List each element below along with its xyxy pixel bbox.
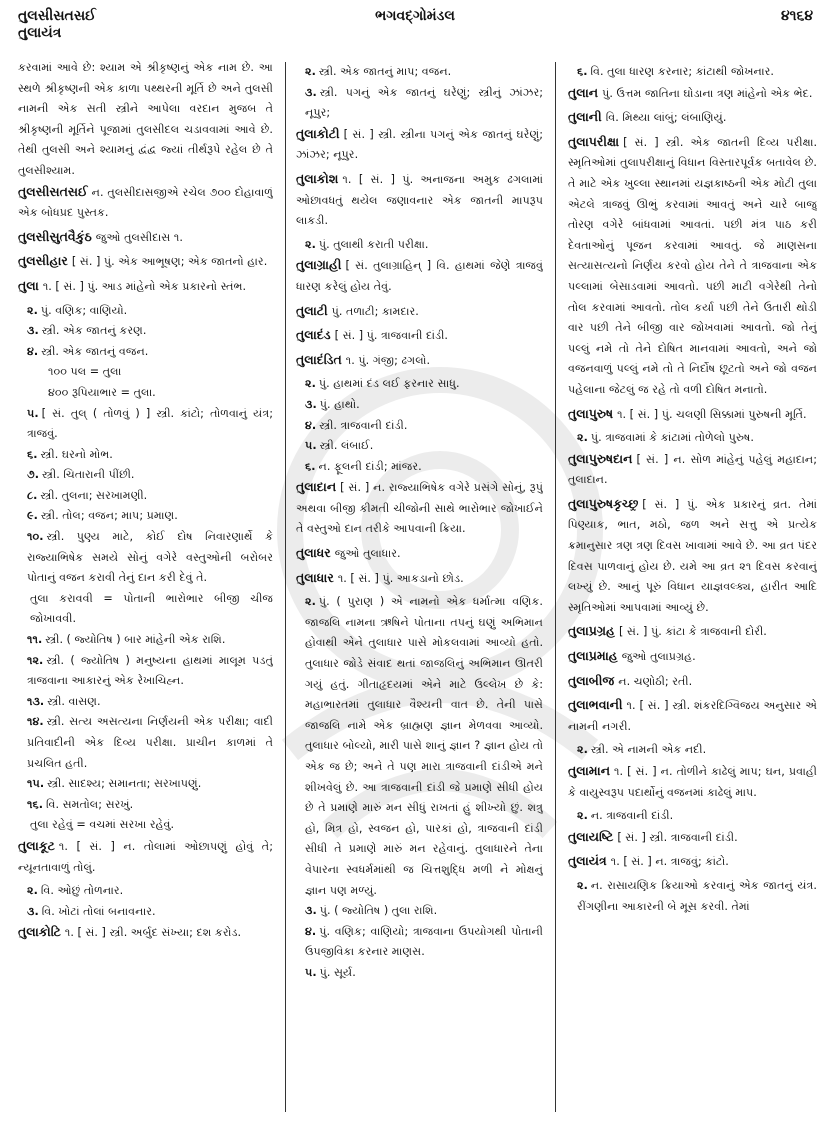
sense bbox=[18, 321, 273, 342]
definition: ૧. [ સં. ] પું. આડ માંહેનો એક પ્રકારનો સ્તંભ. bbox=[42, 279, 247, 293]
idiom: તુલા રહેવું = વચમાં સરખા રહેવું. bbox=[30, 818, 175, 832]
entry bbox=[568, 621, 817, 643]
sense-number: ૪. bbox=[305, 418, 317, 432]
definition: [ સં. તુલાગ્રાહિન્ ] વિ. હાથમાં જેણે ત્રાજવું ધારણ કરેલું હોય તેવું. bbox=[296, 259, 543, 293]
sense-text: સ્ત્રી. એ નામની એક નદી. bbox=[590, 743, 707, 757]
sense-number: ૭. bbox=[27, 468, 40, 482]
definition: ૧. [ સં. ] ન. તોળીને કાઢેલું માપ; ઘન, પ્રવાહી કે વાયુસ્વરૂપ પદાર્થોનું વજનમાં કાઢેલું માપ. bbox=[568, 765, 817, 799]
sense bbox=[18, 506, 273, 527]
sense-text: ન. રાસાયણિક ક્રિયાઓ કરવાનું એક જાતનું યંત્ર. રીંગણીના આકારની બે મૂસ કરવી. તેમાં bbox=[577, 878, 817, 913]
entry bbox=[568, 83, 817, 105]
sense-number: ૬. bbox=[577, 65, 588, 78]
headword: તુલાપુરુષ bbox=[568, 405, 614, 421]
entry bbox=[568, 851, 817, 873]
definition: જુઓ તુલાધાર. bbox=[334, 547, 401, 561]
sense bbox=[568, 428, 817, 449]
sense-text: સ્ત્રી. પુણ્ય માટે, કોઈ દોષ નિવારણાર્થે કે રાજ્યાભિષેક સમયે સોનું વગેરે વસ્તુઓની બરોબર પોતાનું વજન કરાવી તેનું દાન કરી દેવું તે. bbox=[27, 530, 273, 585]
sense-text: પું. હાથમાં દંડ લઈ ફરનાર સાધુ. bbox=[318, 377, 460, 391]
headword: તુલાકોટિ bbox=[18, 924, 61, 940]
sense-text: સ્ત્રી. ઘરનો મોભ. bbox=[40, 447, 113, 461]
entry bbox=[568, 827, 817, 849]
definition: ૧. [ સં. ] પું. ચલણી સિક્કામાં પુરુષની મૂર્તિ. bbox=[617, 407, 807, 421]
sense-text: પું. વણિક; વાણિયો. bbox=[40, 303, 128, 317]
sense-text: વિ. ખોટાં તોલાં બનાવનાર. bbox=[41, 904, 156, 918]
entry bbox=[296, 568, 543, 590]
entry bbox=[568, 404, 817, 426]
entry bbox=[296, 325, 543, 347]
sense-number: ૩. bbox=[27, 904, 39, 918]
sense-text: સ્ત્રી. ( જ્યોતિષ ) મનુષ્યના હાથમાં માલૂમ પડતું ત્રાજવાના આકારનું એક રેખાચિહ્ન. bbox=[27, 653, 273, 688]
sense-number: ૫. bbox=[305, 965, 317, 979]
sense-number: ૨. bbox=[305, 65, 316, 78]
sense-number: ૨. bbox=[305, 237, 316, 251]
sense bbox=[18, 527, 273, 589]
sense-text: સ્ત્રી. તોલ; વજન; માપ; પ્રમાણ. bbox=[40, 509, 178, 523]
guide-word-first: તુલસીસતસઈ bbox=[18, 8, 96, 24]
sense bbox=[296, 922, 543, 963]
entry bbox=[568, 107, 817, 129]
entry bbox=[296, 124, 543, 166]
entry bbox=[568, 646, 817, 668]
headword: તુલસીહાર bbox=[18, 253, 68, 269]
sense-text: પું. સૂર્ય. bbox=[319, 965, 356, 979]
sense bbox=[296, 592, 543, 901]
headword: તુલાકૂટ bbox=[18, 837, 55, 853]
definition: પું. તળાટી; કામદાર. bbox=[331, 304, 419, 318]
entry bbox=[18, 922, 273, 944]
sense bbox=[18, 881, 273, 902]
entry bbox=[18, 182, 273, 224]
sense-number: ૨. bbox=[577, 431, 588, 445]
headword: તુલાયંત્ર bbox=[568, 853, 607, 869]
sense bbox=[18, 651, 273, 692]
sense bbox=[18, 774, 273, 795]
definition: ૧. [ સં. ] સ્ત્રી. શંકરદિગ્વિજય અનુસાર એ નામની નગરી. bbox=[568, 699, 817, 733]
sense-text: સ્ત્રી. વાસણ. bbox=[47, 694, 101, 708]
entry bbox=[568, 671, 817, 693]
headword: તુલસીસતસઈ bbox=[18, 183, 88, 199]
sense bbox=[18, 902, 273, 923]
sense-number: ૨. bbox=[305, 377, 316, 391]
entry bbox=[18, 276, 273, 298]
headword: તુલાપ્રગ્રહ bbox=[568, 623, 615, 639]
sense bbox=[296, 83, 543, 124]
sense-number: ૧૪. bbox=[27, 715, 44, 729]
definition: [ સં. ] પું. એક આભૂષણ; એક જાતનો હાર. bbox=[71, 255, 268, 269]
sense-number: ૮. bbox=[27, 488, 38, 502]
sense-text: સ્ત્રી. ( જ્યોતિષ ) બાર માંહેની એક રાશિ. bbox=[45, 633, 226, 647]
headword: તુલાટી bbox=[296, 302, 328, 318]
sense-number: ૨. bbox=[577, 743, 588, 757]
sense-text: સ્ત્રી. એક જાતનું કરણ. bbox=[41, 324, 147, 338]
sense bbox=[296, 395, 543, 416]
definition: ૧. [ સં. ] ન. ત્રાજવું; કાંટો. bbox=[610, 855, 729, 869]
sense bbox=[18, 486, 273, 507]
sense bbox=[568, 740, 817, 761]
entry bbox=[296, 350, 543, 372]
sense-number: ૧૦. bbox=[27, 530, 44, 544]
sense-number: ૨. bbox=[305, 595, 316, 609]
sense bbox=[568, 806, 817, 827]
book-title: ભગવદ્ગોમંડલ bbox=[375, 8, 455, 24]
entry bbox=[296, 169, 543, 232]
column-1 bbox=[18, 58, 273, 1108]
entry bbox=[18, 836, 273, 878]
sense bbox=[18, 301, 273, 322]
definition: ન. ચણોઠી; રતી. bbox=[618, 674, 693, 688]
definition: ૧. [ સં. ] પું. અનાજના અમુક ઢગલામાં ઓછાવધતું થયેલ જણાવનાર એક જાતની માપરૂપ લાકડી. bbox=[296, 172, 543, 228]
sense-text: સ્ત્રી. એક જાતનું વજન. bbox=[41, 344, 149, 358]
headword: તુલસીસુતવૈકુંઠ bbox=[18, 228, 92, 244]
sense-text: સ્ત્રી. સાદશ્ય; સમાનતા; સરખાપણું. bbox=[47, 777, 202, 791]
sense-text: પું. ( જ્યોતિષ ) તુલા રાશિ. bbox=[319, 904, 438, 918]
sense-text: સ્ત્રી. સત્ય અસત્યના નિર્ણયની એક પરીક્ષા; વાદી પ્રતિવાદીની એક દિવ્ય પરીક્ષા. પ્રાચીન કાળમાં તે પ્રચલિત હતી. bbox=[27, 715, 273, 770]
sense-text: પું. વણિક; વાણિયો; ત્રાજવાના ઉપયોગથી પોતાની ઉપજીવિકા કરનાર માણસ. bbox=[305, 924, 543, 959]
column-3 bbox=[555, 62, 817, 1112]
sense-text: સ્ત્રી. લંબાઈ. bbox=[319, 439, 374, 453]
headword: તુલાપુરુષદાન bbox=[568, 450, 633, 466]
sense-number: ૨. bbox=[577, 878, 588, 892]
sense-text: ન. ત્રાજવાની દાંડી. bbox=[590, 809, 674, 823]
definition: વિ. મિથ્યા લાંબું; લંબાણિયું. bbox=[605, 111, 727, 125]
sense-number: ૧૨. bbox=[27, 653, 44, 667]
headword: તુલાભવાની bbox=[568, 697, 623, 713]
sense-text: વિ. ઓછું તોળનાર. bbox=[40, 884, 124, 898]
sense-number: ૬. bbox=[305, 459, 316, 473]
headword: તુલામાન bbox=[568, 763, 611, 778]
definition: જુઓ તુલસીદાસ ૧. bbox=[95, 230, 183, 244]
sense-number: ૧૬. bbox=[27, 797, 43, 811]
definition: [ સં. ] સ્ત્રી. સ્ત્રીના પગનું એક જાતનું ઘરેણું; ઝાંઝર; નૂપુર. bbox=[296, 127, 543, 162]
definition: [ સં. ] પું. એક પ્રકારનું વ્રત. તેમાં પિણ્યાક, ભાત, મઠો, જળ અને સત્તુ એ પ્રત્યેક ક્રમાનુસાર ત્રણ ત્રણ દિવસ ખાવામાં આવે છે. આ વ્રત પંદર દિવસ પાળવાનું હોય છે. યમે આ વ્રત ૨૧ દિવસ કરવાનું લખ્યું છે. આનું પૂરું વિધાન યાજ્ઞવલ્ક્ય, હારીત આદિ સ્મૃતિઓમાં આપવામાં આવ્યું છે. bbox=[568, 497, 817, 614]
sense bbox=[18, 465, 273, 486]
guide-words bbox=[18, 8, 96, 42]
sense bbox=[18, 342, 273, 363]
sense-number: ૩. bbox=[305, 85, 317, 99]
headword: તુલાન bbox=[568, 84, 599, 100]
definition: ૧. [ સં. ] ન. તોલામાં ઓછાપણું હોવું તે; ન્યૂનતાવાળું તોલું. bbox=[18, 839, 273, 874]
sense bbox=[296, 901, 543, 922]
sense-text: સ્ત્રી. એક જાતનું માપ; વજન. bbox=[318, 65, 452, 78]
definition: [ સં. ] સ્ત્રી. ત્રાજવાની દાંડી. bbox=[617, 830, 738, 844]
headword: તુલાની bbox=[568, 109, 602, 125]
sense-number: ૧૩. bbox=[27, 694, 45, 708]
sense-number: ૪. bbox=[27, 344, 39, 358]
definition: [ સં. ] સ્ત્રી. એક જાતની દિવ્ય પરીક્ષા. સ્મૃતિઓમાં તુલાપરીક્ષાનું વિધાન વિસ્તારપૂર્વક બતાવેલ છે. તે માટે એક ખુલ્લા સ્થાનમાં યજ્ઞકાષ્ઠની એક મોટી તુલા એટલે ત્રાજવું ઊભું કરવામાં આવતું અને ચારે બાજુ તોરણ વગેરે બાંધવામાં આવતાં. પછી મંત્ર પાઠ કરી દેવતાઓનું પૂજન કરવામાં આવતું. જે માણસના સત્યાસત્યનો નિર્ણય કરવો હોય તેને તે ત્રાજવાના એક પલ્લામાં બેસાડવામાં આવતો. પછી માટી વગેરેથી તેનો તોલ કરવામાં આવતો. તોલ કર્યા પછી તેને ઉતારી થોડી વાર પછી તેને બીજી વાર જોખવામાં આવતો. જો તેનું પલ્લું નમે તો તેને દોષિત માનવામાં આવતો, અને જો વજનવાળું પલ્લું નમે તો તે નિર્દોષ છૂટતો અને જો વજન પહેલાના જેટલું જ રહે તો વળી દોષિત મનાતો. bbox=[568, 135, 817, 396]
sense-number: ૧૫. bbox=[27, 777, 45, 791]
sense bbox=[296, 436, 543, 457]
dictionary-columns bbox=[0, 58, 825, 1118]
sense-text: પું. ( પુરાણ ) એ નામનો એક ધર્માત્મા વણિક. જાજલિ નામના ઋષિને પોતાના તપનું ઘણું અભિમાન હોવાથી એને તુલાધાર પાસે મોકલવામાં આવ્યો હતો. તુલાધાર જોડે સંવાદ થતાં જાજલિનું અભિમાન ઊતરી ગયું હતું. ગીતાહૃદયમાં એને માટે ઉલ્લેખ છે કે: મહાભારતમાં તુલાધાર વૈશ્યની વાત છે. તેની પાસે જાજલિ નામે એક બ્રાહ્મણ જ્ઞાન મેળવવા આવ્યો. તુલાધાર બોલ્યો, મારી પાસે શાનું જ્ઞાન ? જ્ઞાન હોય તો એક જ છે; અને તે પણ મારા ત્રાજવાની દાંડીએ મને શીખવેલું છે. આ ત્રાજવાની દાંડી જે પ્રમાણે સીધી હોય છે તે પ્રમાણે મારું મન સીધું રાખતાં હું શીખ્યો છું. શત્રુ હો, મિત્ર હો, સ્વજન હો, પારકાં હો, ત્રાજવાની દાંડી સીધી તે પ્રમાણે મારું મન રહેવાનું. તુલાધારને તેના વેપારના સ્વધર્મમાંથી જ ચિત્તશુદ્ધિ મળી ને મોક્ષનું જ્ઞાન પણ મળ્યું. bbox=[305, 595, 543, 897]
entry bbox=[18, 251, 273, 273]
running-head bbox=[0, 0, 825, 60]
idiom: તુલા કરાવવી = પોતાની ભારોભાર બીજી ચીજ જોખાવવી. bbox=[30, 591, 273, 626]
sense-text: સ્ત્રી. તુલના; સરખામણી. bbox=[40, 488, 148, 502]
entry bbox=[568, 132, 817, 401]
entry bbox=[296, 477, 543, 540]
sense-number: ૨. bbox=[577, 809, 588, 823]
headword: તુલાકોશ bbox=[296, 170, 339, 186]
headword: તુલા bbox=[18, 277, 39, 293]
entry bbox=[296, 255, 543, 297]
sense bbox=[296, 62, 543, 83]
sense bbox=[18, 692, 273, 713]
sense bbox=[568, 876, 817, 917]
sense-text: સ્ત્રી. ત્રાજવાની દાંડી. bbox=[319, 418, 408, 432]
equation: ૧૦૦ પલ = તુલા bbox=[48, 365, 122, 379]
definition: ૧. [ સં. ] સ્ત્રી. અર્બુદ સંખ્યા; દશ કરોડ. bbox=[64, 926, 242, 940]
headword: તુલાબીજ bbox=[568, 672, 615, 688]
sense-number: ૫. bbox=[305, 439, 317, 453]
definition: પું. ઉત્તમ જાતિના ઘોડાના ત્રણ માંહેનો એક ભેદ. bbox=[602, 86, 813, 100]
sense-text: વિ. સમતોલ; સરખું. bbox=[46, 797, 134, 811]
sense bbox=[296, 374, 543, 395]
sense-number: ૨. bbox=[27, 884, 38, 898]
definition: ૧. [ સં. ] પું. આકડાનો છોડ. bbox=[337, 571, 464, 585]
sense bbox=[296, 235, 543, 256]
headword: તુલાપરીક્ષા bbox=[568, 133, 620, 149]
sense bbox=[18, 630, 273, 651]
sense-text: સ્ત્રી. ચિતારાની પીંછી. bbox=[42, 468, 135, 482]
sense-text: પું. તુલાથી કરાતી પરીક્ષા. bbox=[318, 237, 429, 251]
definition: [ સં. ] ન. રાજ્યાભિષેક વગેરે પ્રસંગે સોનું, રૂપું અથવા બીજી કીમતી ચીજોની સાથે ભારોભાર જોખાઈને તે વસ્તુઓ દાન તરીકે આપવાની ક્રિયા. bbox=[296, 481, 543, 536]
entry bbox=[296, 543, 543, 565]
sense-number: ૧૧. bbox=[27, 633, 43, 647]
sense bbox=[18, 445, 273, 466]
headword: તુલાયષ્ટિ bbox=[568, 828, 614, 844]
definition: [ સં. ] ન. સોળ માંહેનું પહેલું મહાદાન; તુલાદાન. bbox=[568, 452, 817, 487]
sense bbox=[568, 62, 817, 83]
entry bbox=[568, 449, 817, 491]
entry bbox=[296, 301, 543, 323]
sense-number: ૩. bbox=[27, 324, 39, 338]
headword: તુલાધાર bbox=[296, 569, 334, 585]
definition: [ સં. ] પું. ત્રાજવાની દાંડી. bbox=[334, 329, 448, 343]
sense-text: પું. ત્રાજવામાં કે કાંટામાં તોળેલો પુરુષ. bbox=[590, 431, 754, 445]
sense-number: ૪. bbox=[305, 924, 317, 938]
sense-number: ૩. bbox=[305, 904, 317, 918]
sense bbox=[18, 404, 273, 445]
sense-number: ૯. bbox=[27, 509, 38, 523]
sense bbox=[18, 712, 273, 774]
sense bbox=[296, 457, 543, 478]
page-number: ૪૧૬૪ bbox=[780, 8, 813, 24]
headword: તુલાધર bbox=[296, 545, 331, 561]
headword: તુલાદંડિત bbox=[296, 351, 342, 367]
entry bbox=[568, 761, 817, 803]
continued-definition: કરવામાં આવે છે: શ્યામ એ શ્રીકૃષ્ણનું એક નામ છે. આ સ્થળે શ્રીકૃષ્ણની એક કાળા પથ્થરની મૂર્તિ છે અને તુલસી નામની એક સતી સ્ત્રીને આપેલા વરદાન મુજબ તે શ્રીકૃષ્ણની મૂર્તિને પૂજામાં તુલસીદલ ચડાવવામાં આવે છે. તેથી તુલસી અને શ્યામનું દ્વંદ્વ જ્યાં તીર્થરૂપે રહેલ છે તે તુલસીશ્યામ. bbox=[18, 61, 273, 177]
guide-word-last: તુલાયંત્ર bbox=[18, 25, 62, 41]
headword: તુલાદાન bbox=[296, 479, 337, 495]
entry bbox=[568, 494, 817, 619]
sense-text: વિ. તુલા ધારણ કરનાર; કાંટાથી જોખનાર. bbox=[590, 65, 774, 78]
headword: તુલાપુરુષકૃચ્છ્ર bbox=[568, 495, 639, 511]
entry bbox=[568, 695, 817, 737]
sense-number: ૩. bbox=[305, 397, 317, 411]
sense-text: [ સં. તુલ્ ( તોળવું ) ] સ્ત્રી. કાંટો; તોળવાનું યંત્ર; ત્રાજવું. bbox=[27, 406, 273, 441]
equation: ૪૦૦ રૂપિયાભાર = તુલા. bbox=[48, 385, 156, 399]
sense-text: ન. ફૂલની દાંડી; માંજર. bbox=[318, 459, 422, 473]
definition: જુઓ તુલાપ્રગ્રહ. bbox=[621, 650, 696, 664]
headword: તુલાકોટી bbox=[296, 125, 340, 141]
definition: [ સં. ] પું. કાંટા કે ત્રાજવાની દોરી. bbox=[618, 625, 767, 639]
definition: ન. તુલસીદાસજીએ રચેલ ૭૦૦ દોહાવાળું એક બોધપ્રદ પુસ્તક. bbox=[18, 185, 273, 220]
headword: તુલાપ્રમાહ bbox=[568, 648, 618, 664]
column-2 bbox=[285, 62, 543, 1112]
sense-number: ૨. bbox=[27, 303, 38, 317]
definition: ૧. પું. ગંજી; ઢગલો. bbox=[345, 353, 431, 367]
headword: તુલાગ્રાહી bbox=[296, 257, 342, 273]
sense bbox=[296, 963, 543, 984]
sense bbox=[18, 795, 273, 816]
sense-text: સ્ત્રી. પગનું એક જાતનું ઘરેણું; સ્ત્રીનું ઝાંઝર; નૂપુર; bbox=[305, 85, 543, 120]
sense-number: ૫. bbox=[27, 406, 39, 420]
sense-number: ૬. bbox=[27, 447, 38, 461]
sense bbox=[296, 416, 543, 437]
entry bbox=[18, 227, 273, 249]
sense-text: પું. હાથો. bbox=[319, 397, 360, 411]
headword: તુલાદંડ bbox=[296, 327, 331, 343]
